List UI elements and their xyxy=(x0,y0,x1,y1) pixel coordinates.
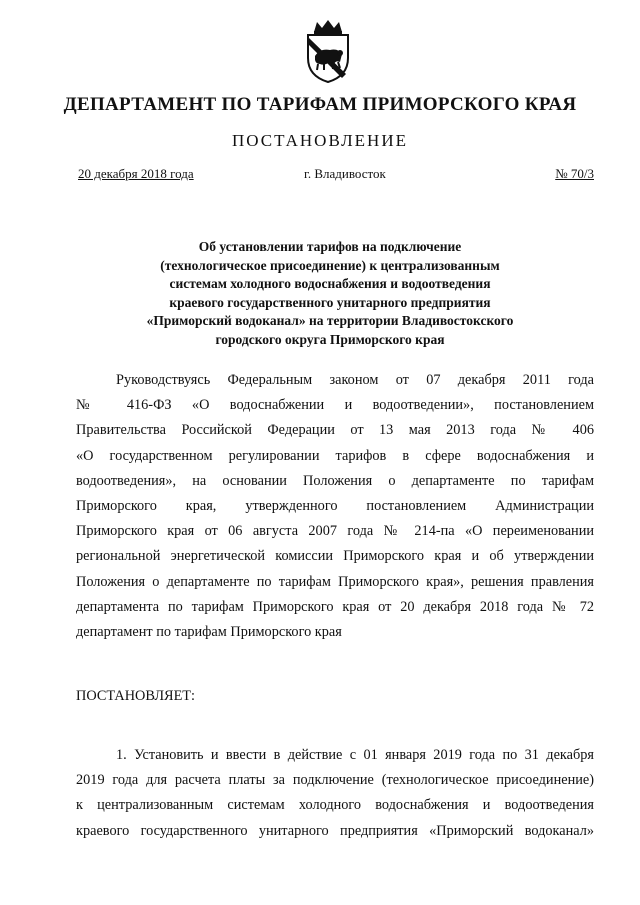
subject-line: «Приморский водоканал» на территории Владивостокского xyxy=(146,313,514,328)
department-title: ДЕПАРТАМЕНТ ПО ТАРИФАМ ПРИМОРСКОГО КРАЯ xyxy=(63,94,577,115)
document-meta xyxy=(78,166,594,186)
preamble-line: Приморского края, утвержденного постановлением Администрации xyxy=(76,498,594,515)
document-date: 20 декабря 2018 года xyxy=(78,166,194,181)
document-city: г. Владивосток xyxy=(304,166,386,181)
subject-line: краевого государственного унитарного предприятия xyxy=(169,294,491,310)
preamble-line: региональной энергетической комиссии Приморского края и об утверждении xyxy=(76,548,594,565)
preamble-line: «О государственном регулировании тарифов в сфере водоснабжения и xyxy=(76,447,594,464)
document-number: № 70/3 xyxy=(555,166,594,181)
preamble-line: Положения о департаменте по тарифам Приморского края», решения правления xyxy=(76,573,594,590)
document-subject xyxy=(80,238,580,349)
preamble-line: Руководствуясь Федеральным законом от 07 декабря 2011 года xyxy=(116,372,594,388)
preamble-line: Правительства Российской Федерации от 13 мая 2013 года № 406 xyxy=(76,422,594,439)
preamble-line: департамента по тарифам Приморского края от 20 декабря 2018 года № 72 xyxy=(76,598,594,615)
preamble-line: водоотведения», на основании Положения о департаменте по тарифам xyxy=(76,472,594,489)
clause-1-paragraph xyxy=(76,743,594,844)
clause-line: краевого государственного унитарного предприятия «Приморский водоканал» xyxy=(76,822,594,839)
preamble-line: департамент по тарифам Приморского края xyxy=(76,624,342,641)
decree-word: ПОСТАНОВЛЯЕТ: xyxy=(76,688,196,704)
preamble-paragraph xyxy=(76,368,594,645)
coat-of-arms-icon xyxy=(300,18,356,84)
preamble-line: Приморского края от 06 августа 2007 года № 214-па «О переименовании xyxy=(76,523,594,540)
document-type: ПОСТАНОВЛЕНИЕ xyxy=(231,131,408,150)
clause-line: к централизованным системам холодного водоснабжения и водоотведения xyxy=(76,797,594,814)
clause-line: 1. Установить и ввести в действие с 01 января 2019 года по 31 декабря xyxy=(116,747,594,763)
clause-line: 2019 года для расчета платы за подключение (технологическое присоединение) xyxy=(76,772,594,789)
preamble-line: № 416-ФЗ «О водоснабжении и водоотведении», постановлением xyxy=(76,397,594,414)
subject-line: (технологическое присоединение) к централизованным xyxy=(160,257,500,273)
subject-line: системам холодного водоснабжения и водоотведения xyxy=(169,276,491,291)
subject-line: Об установлении тарифов на подключение xyxy=(198,239,462,254)
subject-line: городского округа Приморского края xyxy=(215,331,445,347)
